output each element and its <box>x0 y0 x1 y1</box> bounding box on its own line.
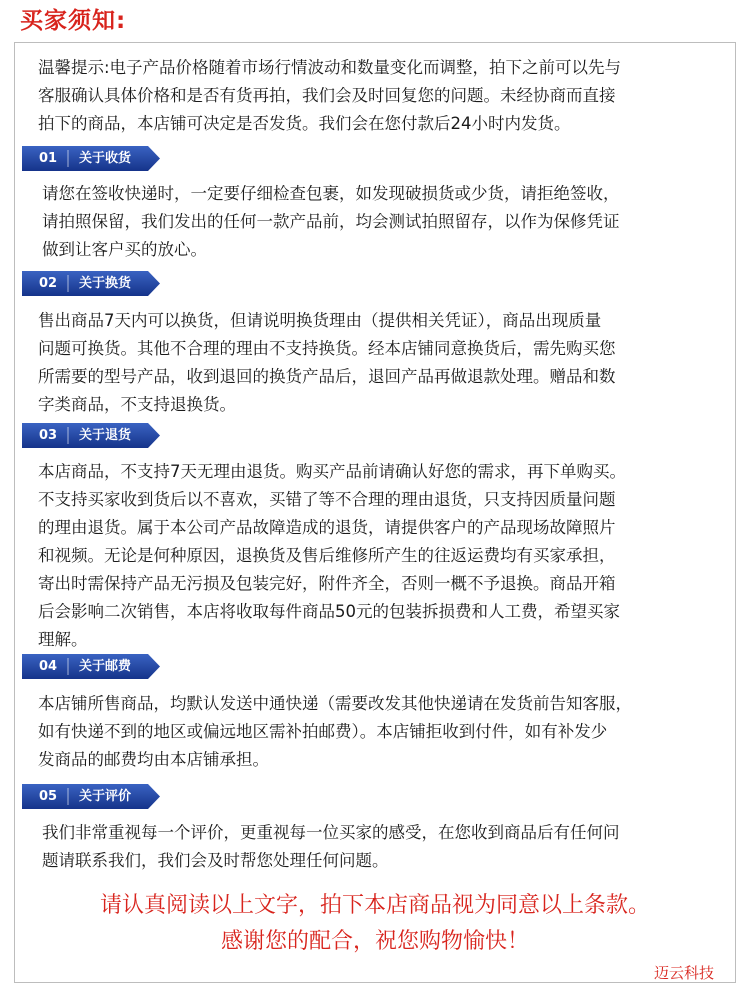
section-header-shipping-fee <box>22 654 160 679</box>
section-title: 关于评价 <box>79 789 132 804</box>
section-number: 03 <box>39 428 58 443</box>
section-body-receiving: 请您在签收快递时，一定要仔细检查包裹，如发现破损货或少货，请拒绝签收， 请拍照保留，我们发出的任何一款产品前，均会测试拍照留存，以作为保修凭证 做到让客户买的放心。 <box>42 184 620 259</box>
section-title: 关于邮费 <box>79 659 132 674</box>
closing-thanks: 感谢您的配合，祝您购物愉快！ <box>220 929 529 954</box>
page-title: 买家须知: <box>20 8 127 34</box>
section-number: 02 <box>39 276 58 291</box>
closing-agreement: 请认真阅读以上文字，拍下本店商品视为同意以上条款。 <box>99 893 650 918</box>
section-number: 01 <box>39 151 58 166</box>
section-body-shipping-fee: 本店铺所售商品，均默认发送中通快递（需要改发其他快递请在发货前告知客服， 如有快递不到的地区或偏远地区需补拍邮费）。本店铺拒收到付件，如有补发少 发商品的邮费均由本店铺承担。 <box>38 694 632 769</box>
section-title: 关于换货 <box>79 276 132 291</box>
section-header-receiving <box>22 146 160 171</box>
intro-notice: 温馨提示:电子产品价格随着市场行情波动和数量变化而调整，拍下之前可以先与 客服确认具体价格和是否有货再拍，我们会及时回复您的问题。未经协商而直接 拍下的商品，本店铺可决定是否发货。我们会在您付款后24小时内发货。 <box>38 58 622 133</box>
section-number: 05 <box>39 789 58 804</box>
section-header-exchange <box>22 271 160 296</box>
section-number: 04 <box>39 659 58 674</box>
section-title: 关于收货 <box>79 151 132 166</box>
section-header-review <box>22 784 160 809</box>
section-title: 关于退货 <box>79 428 132 443</box>
brand-name: 迈云科技 <box>653 964 714 982</box>
section-body-exchange: 售出商品7天内可以换货，但请说明换货理由（提供相关凭证），商品出现质量 问题可换货。其他不合理的理由不支持换货。经本店铺同意换货后，需先购买您 所需要的型号产品，收到退回的换货产品后，退回产品再做退款处理。赠品和数 字类商品，不支持退换货。 <box>38 311 616 414</box>
section-header-return <box>22 423 160 448</box>
section-body-return: 本店商品，不支持7天无理由退货。购买产品前请确认好您的需求，再下单购买。 不支持买家收到货后以不喜欢，买错了等不合理的理由退货，只支持因质量问题 的理由退货。属于本公司产品故障造成的退货，请提供客户的产品现场故障照片 和视频。无论是何种原因，退换货及售后维修所产生的往返运费均有买家承担， 寄出时需保持产品无污损及包装完好，附件齐全，否则一概不予退换。商品开箱 后会影响二次销售，本店将收取每件商品50元的包装拆损费和人工费，希望买家 理解。 <box>38 462 626 649</box>
section-body-review: 我们非常重视每一个评价，更重视每一位买家的感受，在您收到商品后有任何问 题请联系我们，我们会及时帮您处理任何问题。 <box>42 823 620 870</box>
